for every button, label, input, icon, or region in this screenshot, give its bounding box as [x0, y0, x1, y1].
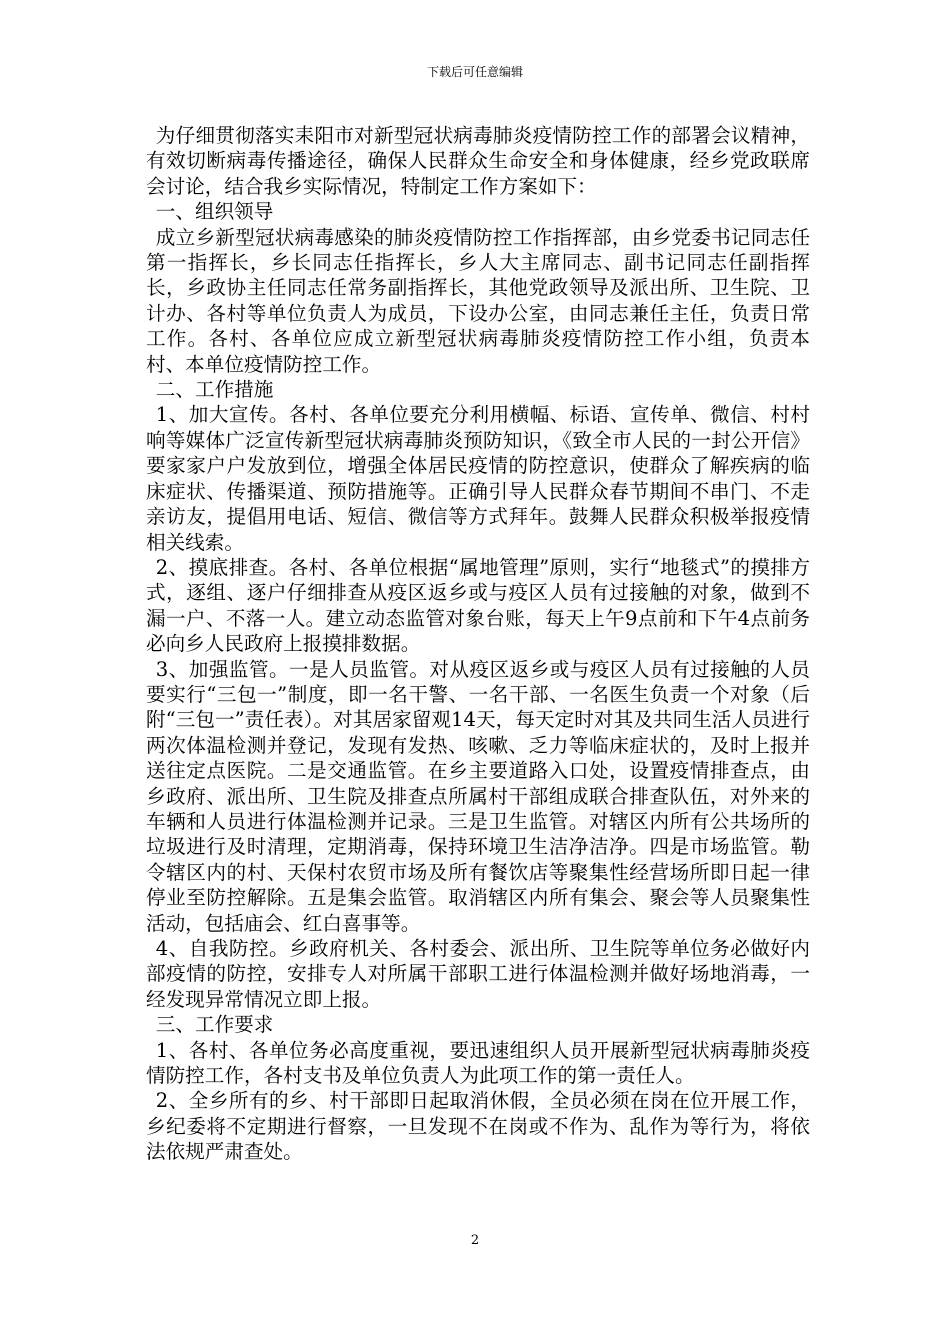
- measure-supervision-paragraph: 3、加强监管。一是人员监管。对从疫区返乡或与疫区人员有过接触的人员要实行“三包一”制度，即一名干警、一名干部、一名医生负责一个对象（后附“三包一”责任表）。对其居家留观14天，每天定时对其及共同生活人员进行两次体温检测并登记，发现有发热、咳嗽、乏力等临床症状的，及时上报并送往定点医院。二是交通监管。在乡主要道路入口处，设置疫情排查点，由乡政府、派出所、卫生院及排查点所属村干部组成联合排查队伍，对外来的车辆和人员进行体温检测并记录。三是卫生监管。对辖区内所有公共场所的垃圾进行及时清理，定期消毒，保持环境卫生洁净洁净。四是市场监管。勒令辖区内的村、天保村农贸市场及所有餐饮店等聚集性经营场所即日起一律停业至防控解除。五是集会监管。取消辖区内所有集会、聚会等人员聚集性活动，包括庙会、红白喜事等。: [146, 657, 810, 935]
- header-note: 下载后可任意编辑: [426, 65, 523, 79]
- section-heading-organization: 一、组织领导: [155, 200, 274, 224]
- requirement-2-paragraph: 2、全乡所有的乡、村干部即日起取消休假，全员必须在岗在位开展工作，乡纪委将不定期进行督察，一旦发现不在岗或不作为、乱作为等行为，将依法依规严肃查处。: [146, 1089, 810, 1164]
- page-header: [0, 64, 950, 80]
- measure-publicity-paragraph: 1、加大宣传。各村、各单位要充分利用横幅、标语、宣传单、微信、村村响等媒体广泛宣传新型冠状病毒肺炎预防知识，《致全市人民的一封公开信》要家家户户发放到位，增强全体居民疫情的防控意识，使群众了解疾病的临床症状、传播渠道、预防措施等。正确引导人民群众春节期间不串门、不走亲访友，提倡用电话、短信、微信等方式拜年。鼓舞人民群众积极举报疫情相关线索。: [146, 403, 810, 554]
- document-body: [146, 123, 810, 1165]
- page-footer: [0, 1233, 950, 1249]
- requirement-1-paragraph: 1、各村、各单位务必高度重视，要迅速组织人员开展新型冠状病毒肺炎疫情防控工作，各村支书及单位负责人为此项工作的第一责任人。: [146, 1038, 810, 1088]
- measure-screening-paragraph: 2、摸底排查。各村、各单位根据“属地管理”原则，实行“地毯式”的摸排方式，逐组、逐户仔细排查从疫区返乡或与疫区人员有过接触的对象，做到不漏一户、不落一人。建立动态监管对象台账，每天上午9点前和下午4点前务必向乡人民政府上报摸排数据。: [146, 555, 810, 656]
- intro-paragraph: 为仔细贯彻落实耒阳市对新型冠状病毒肺炎疫情防控工作的部署会议精神，有效切断病毒传播途径，确保人民群众生命安全和身体健康，经乡党政联席会讨论，结合我乡实际情况，特制定工作方案如下：: [146, 124, 810, 198]
- measure-self-prevention-paragraph: 4、自我防控。乡政府机关、各村委会、派出所、卫生院等单位务必做好内部疫情的防控，安排专人对所属干部职工进行体温检测并做好场地消毒，一经发现异常情况立即上报。: [146, 937, 810, 1011]
- organization-paragraph: 成立乡新型冠状病毒感染的肺炎疫情防控工作指挥部，由乡党委书记同志任第一指挥长，乡长同志任指挥长，乡人大主席同志、副书记同志任副指挥长，乡政协主任同志任常务副指挥长，其他党政领导及派出所、卫生院、卫计办、各村等单位负责人为成员，下设办公室，由同志兼任主任，负责日常工作。各村、各单位应成立新型冠状病毒肺炎疫情防控工作小组，负责本村、本单位疫情防控工作。: [146, 225, 810, 376]
- section-heading-requirements: 三、工作要求: [155, 1013, 274, 1037]
- page-number: 2: [470, 1233, 480, 1248]
- section-heading-measures: 二、工作措施: [155, 378, 274, 402]
